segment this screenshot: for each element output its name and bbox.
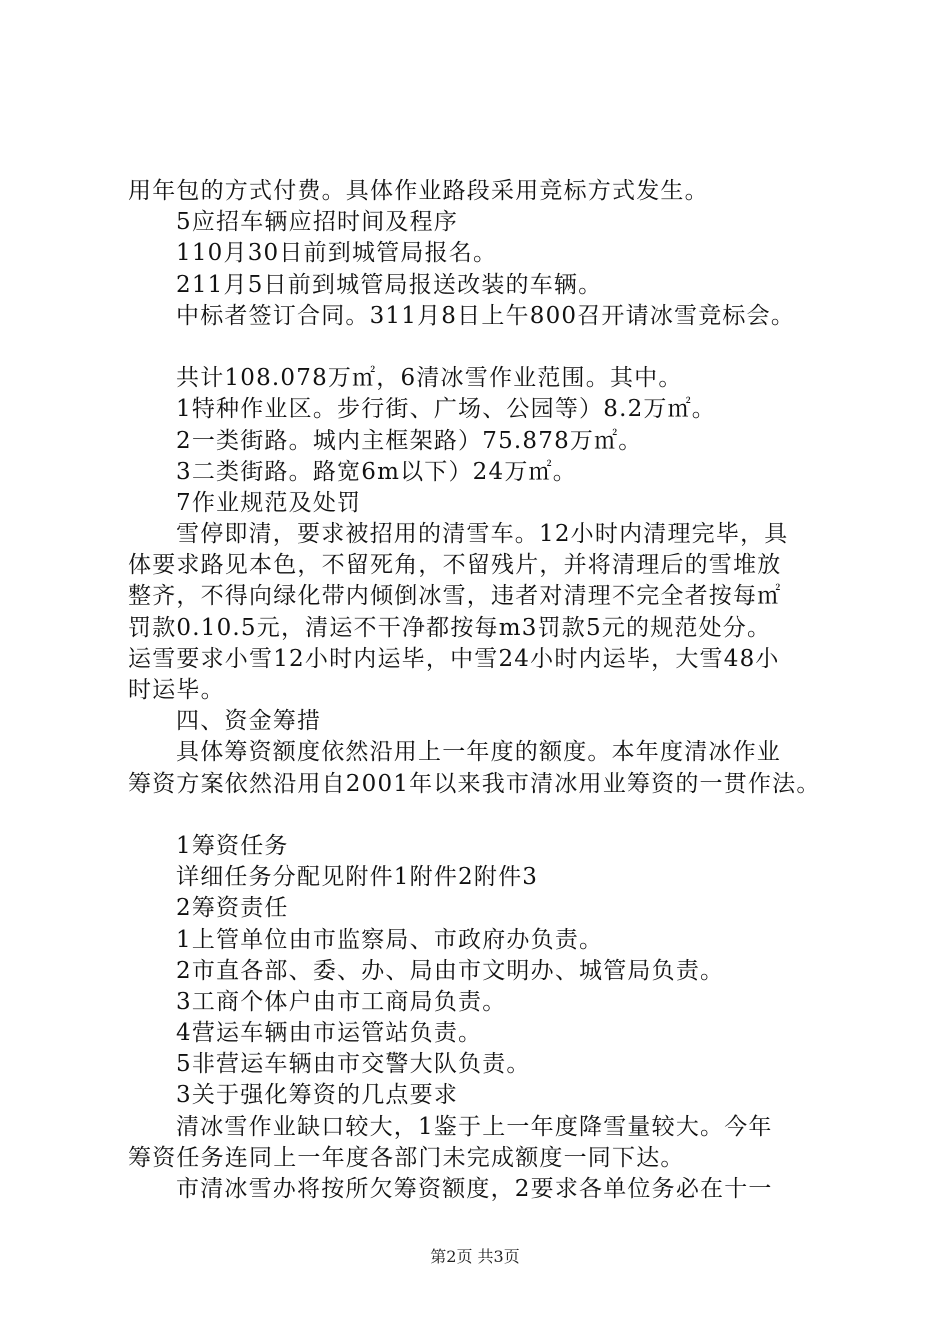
page-footer — [0, 1244, 950, 1267]
text-line: 时运毕。 — [128, 677, 225, 703]
text-line: 体要求路见本色，不留死角，不留残片，并将清理后的雪堆放 — [128, 552, 782, 579]
text-line: 1上管单位由市监察局、市政府办负责。 — [176, 926, 604, 953]
text-line: 3二类街路。路宽6m以下）24万㎡。 — [176, 458, 577, 485]
text-line: 110月30日前到城管局报名。 — [176, 240, 498, 267]
text-line: 2筹资责任 — [176, 895, 289, 922]
text-line: 清冰雪作业缺口较大，1鉴于上一年度降雪量较大。今年 — [176, 1113, 773, 1140]
text-line: 2一类街路。城内主框架路）75.878万㎡。 — [176, 427, 643, 454]
blank-line — [128, 332, 848, 363]
text-line: 共计108.078万㎡，6清冰雪作业范围。其中。 — [176, 365, 683, 392]
text-line: 7作业规范及处罚 — [176, 489, 362, 516]
text-line: 3关于强化筹资的几点要求 — [176, 1082, 459, 1109]
text-line: 筹资任务连同上一年度各部门未完成额度一同下达。 — [128, 1144, 685, 1171]
text-line: 1特种作业区。步行街、广场、公园等）8.2万㎡。 — [176, 396, 717, 423]
text-line: 雪停即清，要求被招用的清雪车。12小时内清理完毕，具 — [176, 521, 789, 548]
text-line: 1筹资任务 — [176, 832, 289, 859]
text-line: 211月5日前到城管局报送改装的车辆。 — [176, 271, 603, 298]
document-body — [128, 176, 848, 1205]
text-line: 具体筹资额度依然沿用上一年度的额度。本年度清冰作业 — [176, 739, 781, 766]
blank-line — [128, 800, 848, 831]
text-line: 市清冰雪办将按所欠筹资额度，2要求各单位务必在十一 — [176, 1176, 773, 1202]
text-line: 2市直各部、委、办、局由市文明办、城管局负责。 — [176, 957, 725, 984]
text-line: 筹资方案依然沿用自2001年以来我市清冰用业筹资的一贯作法。 — [128, 770, 821, 797]
text-line: 3工商个体户由市工商局负责。 — [176, 988, 507, 1015]
text-line: 5非营运车辆由市交警大队负责。 — [176, 1051, 531, 1078]
text-line: 用年包的方式付费。具体作业路段采用竞标方式发生。 — [128, 178, 709, 204]
text-line: 5应招车辆应招时间及程序 — [176, 209, 459, 236]
text-line: 罚款0.10.5元，清运不干净都按每m3罚款5元的规范处分。 — [128, 614, 772, 641]
text-line: 4营运车辆由市运管站负责。 — [176, 1020, 483, 1047]
section-heading: 四、资金筹措 — [176, 708, 322, 735]
text-line: 详细任务分配见附件1附件2附件3 — [176, 864, 539, 891]
text-line: 整齐，不得向绿化带内倾倒冰雪，违者对清理不完全者按每㎡ — [128, 583, 782, 610]
page-number-label: 第2页 共3页 — [430, 1247, 520, 1266]
text-line: 中标者签订合同。311月8日上午800召开请冰雪竞标会。 — [176, 302, 796, 329]
text-line: 运雪要求小雪12小时内运毕，中雪24小时内运毕，大雪48小 — [128, 645, 780, 672]
